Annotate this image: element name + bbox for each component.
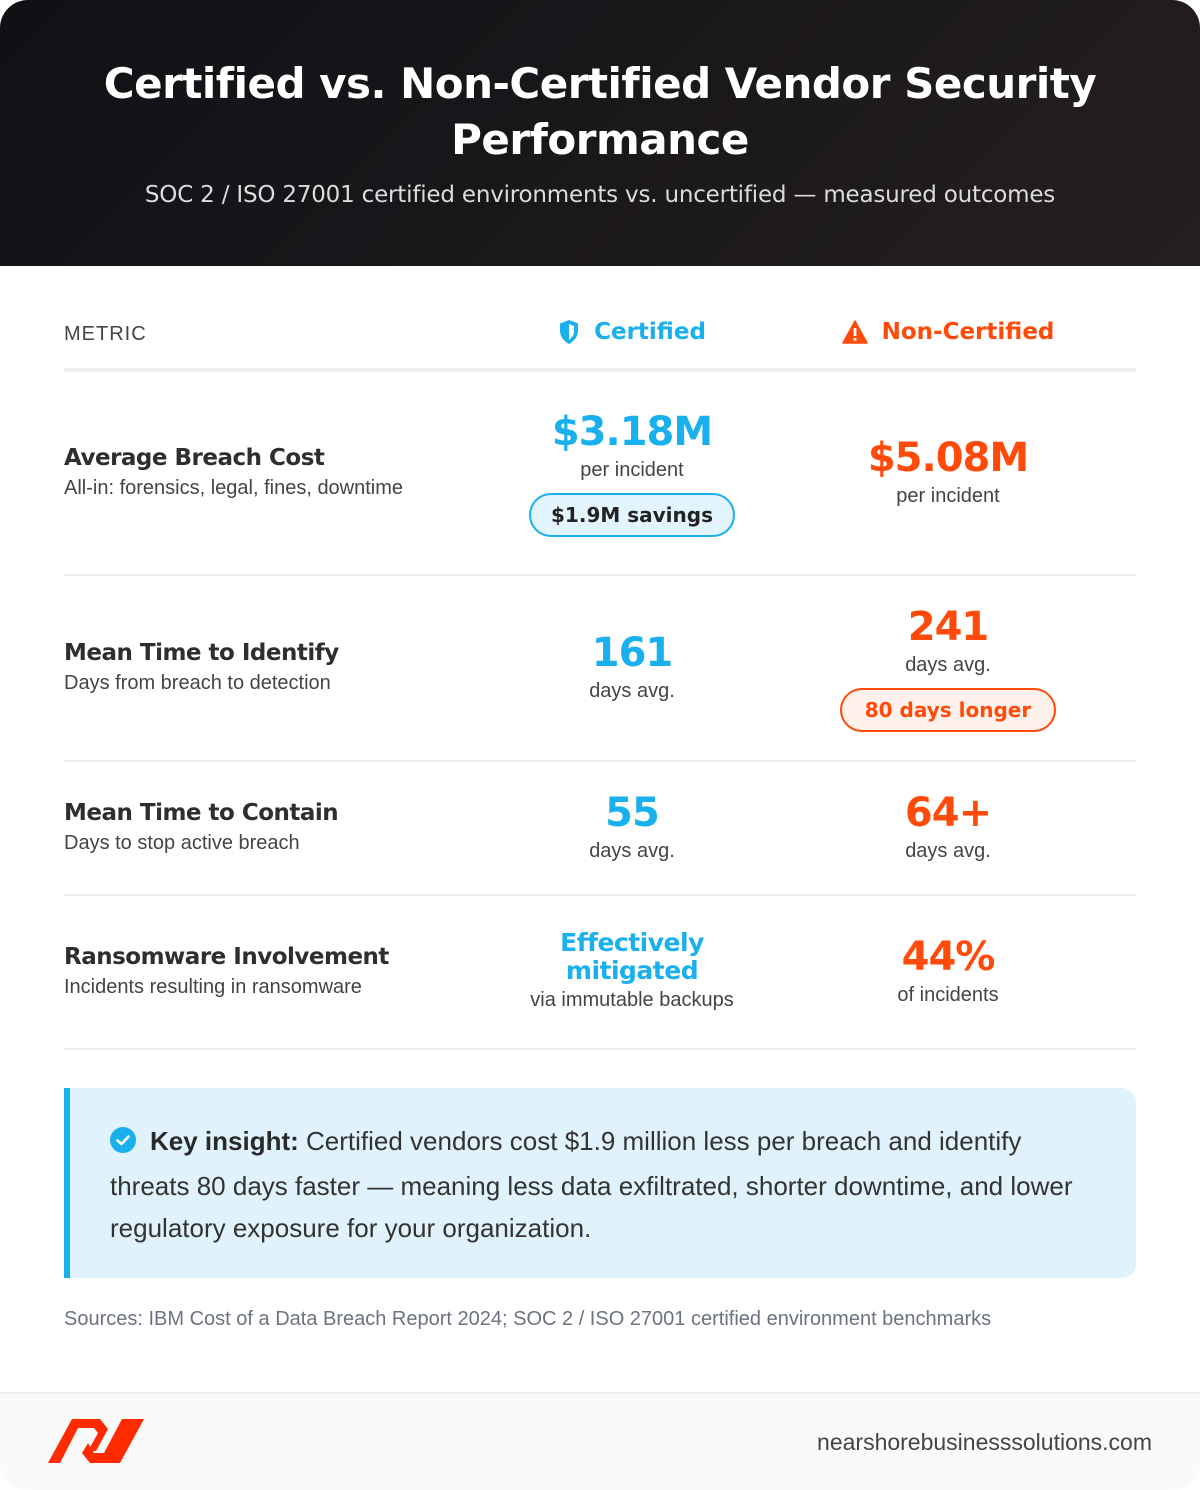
table-row: [64, 896, 1136, 1050]
certified-unit: via immutable backups: [530, 989, 734, 1011]
non-certified-value: 241: [907, 604, 989, 650]
insight-label: Key insight:: [150, 1126, 299, 1156]
metric-subtitle: Incidents resulting in ransomware: [64, 976, 362, 998]
table-header: [64, 300, 1136, 372]
metric-cell: [64, 638, 504, 698]
certified-value: $3.18M: [551, 409, 713, 455]
certified-label: Certified: [594, 318, 706, 345]
certified-value-line-1: Effectively: [560, 928, 704, 957]
metric-title: Ransomware Involvement: [64, 944, 389, 970]
certified-cell: [504, 790, 760, 866]
column-header-non-certified: [760, 319, 1136, 349]
table-row: [64, 762, 1136, 896]
certified-cell: [504, 929, 760, 1015]
page-subtitle: SOC 2 / ISO 27001 certified environments vs. uncertified — measured outcomes: [144, 182, 1056, 208]
non-certified-cell: [760, 790, 1136, 866]
footer: [0, 1392, 1200, 1490]
metric-title: Average Breach Cost: [64, 445, 325, 471]
key-insight-callout: [64, 1088, 1136, 1278]
metric-cell: [64, 942, 504, 1002]
check-circle-icon: [110, 1123, 136, 1165]
page-title: Certified vs. Non-Certified Vendor Security Performance: [103, 59, 1097, 164]
non-certified-unit: of incidents: [897, 984, 999, 1006]
non-certified-unit: days avg.: [905, 654, 991, 676]
comparison-table: [64, 300, 1136, 1050]
certified-value-line-2: mitigated: [565, 956, 699, 985]
metric-cell: [64, 443, 504, 503]
sources-note: Sources: IBM Cost of a Data Breach Report 2024; SOC 2 / ISO 27001 certified environment benchmarks: [64, 1308, 992, 1330]
header: [0, 0, 1200, 266]
savings-badge: $1.9M savings: [529, 493, 735, 537]
certified-unit: days avg.: [589, 680, 675, 702]
non-certified-value: 64+: [904, 790, 992, 836]
website-url: nearshorebusinesssolutions.com: [817, 1428, 1152, 1455]
non-certified-label: Non-Certified: [881, 319, 1055, 345]
certified-cell: [504, 409, 760, 537]
non-certified-unit: per incident: [896, 485, 1000, 507]
metric-subtitle: Days to stop active breach: [64, 832, 300, 854]
non-certified-cell: [760, 435, 1136, 511]
certified-unit: per incident: [580, 459, 684, 481]
certified-value: 161: [591, 630, 673, 676]
table-row: [64, 576, 1136, 762]
non-certified-value: 44%: [901, 934, 995, 980]
non-certified-cell: [760, 934, 1136, 1010]
nearshore-logo: [48, 1415, 144, 1470]
non-certified-value: $5.08M: [867, 435, 1029, 481]
column-header-metric: METRIC: [64, 322, 147, 345]
certified-unit: days avg.: [589, 840, 675, 862]
delay-badge: 80 days longer: [840, 688, 1056, 732]
metric-subtitle: Days from breach to detection: [64, 672, 331, 694]
certified-value: 55: [605, 790, 659, 836]
metric-title: Mean Time to Identify: [64, 640, 339, 666]
column-header-certified: [504, 319, 760, 350]
insight-paragraph: [110, 1120, 1096, 1249]
metric-subtitle: All-in: forensics, legal, fines, downtime: [64, 477, 404, 499]
certified-cell: [504, 630, 760, 706]
metric-cell: [64, 798, 504, 858]
table-row: [64, 372, 1136, 576]
non-certified-cell: [760, 604, 1136, 732]
non-certified-unit: days avg.: [905, 840, 991, 862]
insight-text: Certified vendors cost $1.9 million less per breach and identify threats 80 days faster — meaning less data exfiltrated, shorter downtime, and lower regulatory exposure for your organization.: [110, 1126, 1073, 1243]
shield-icon: [558, 319, 580, 345]
warning-icon: [842, 320, 868, 344]
metric-title: Mean Time to Contain: [64, 800, 339, 826]
